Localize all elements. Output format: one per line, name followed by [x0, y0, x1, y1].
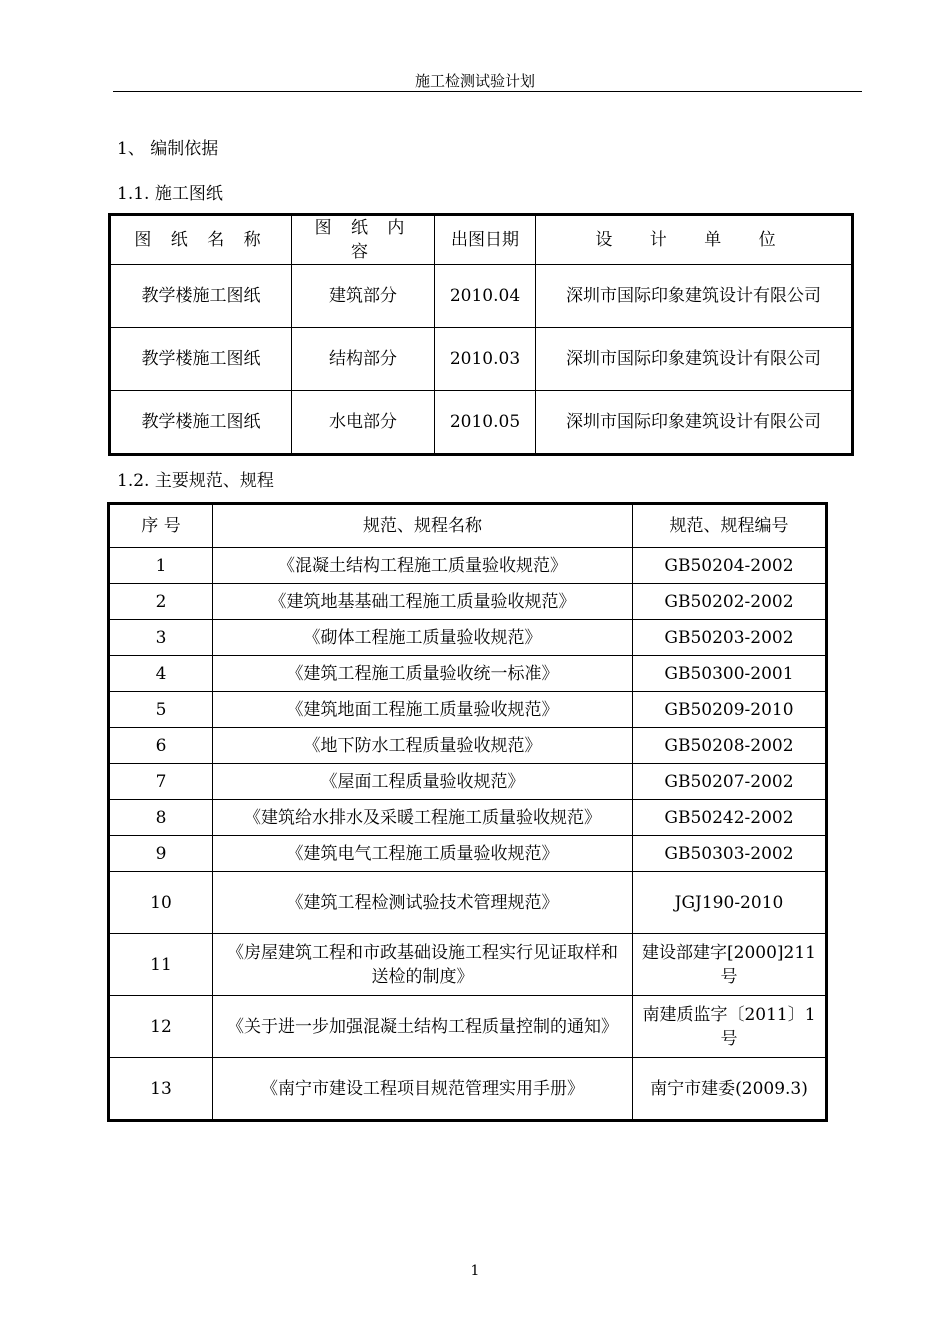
standard-index: 4: [110, 656, 213, 692]
standard-code: GB50242-2002: [633, 800, 826, 836]
drawings-header-content: 图 纸 内 容: [292, 216, 435, 265]
table-row: [110, 800, 826, 836]
page-header-title: 施工检测试验计划: [414, 72, 535, 90]
standard-index: 5: [110, 692, 213, 728]
drawing-unit: 深圳市国际印象建筑设计有限公司: [536, 265, 852, 328]
standard-name: 《混凝土结构工程施工质量验收规范》: [213, 548, 633, 584]
standard-code: 南宁市建委(2009.3): [633, 1058, 826, 1120]
standard-name: 《建筑地基基础工程施工质量验收规范》: [213, 584, 633, 620]
drawing-content: 结构部分: [292, 328, 435, 391]
standard-index: 10: [110, 872, 213, 934]
standard-code: GB50303-2002: [633, 836, 826, 872]
standard-index: 3: [110, 620, 213, 656]
drawing-date: 2010.04: [435, 265, 536, 328]
standard-code: GB50300-2001: [633, 656, 826, 692]
standards-table: [109, 504, 826, 1120]
header-rule: [113, 91, 862, 92]
table-row: [110, 548, 826, 584]
standard-name: 《房屋建筑工程和市政基础设施工程实行见证取样和送检的制度》: [213, 934, 633, 996]
standard-code: GB50207-2002: [633, 764, 826, 800]
standard-code: 南建质监字〔2011〕1 号: [633, 996, 826, 1058]
standard-name: 《南宁市建设工程项目规范管理实用手册》: [213, 1058, 633, 1120]
drawings-header-row: [111, 216, 852, 265]
standards-header-index: 序 号: [110, 505, 213, 548]
standard-index: 9: [110, 836, 213, 872]
standard-name: 《建筑电气工程施工质量验收规范》: [213, 836, 633, 872]
standard-code: GB50202-2002: [633, 584, 826, 620]
drawing-name: 教学楼施工图纸: [111, 265, 292, 328]
table-row: [110, 620, 826, 656]
table-row: [110, 872, 826, 934]
standard-index: 11: [110, 934, 213, 996]
table-row: [110, 1058, 826, 1120]
drawings-header-name: 图 纸 名 称: [111, 216, 292, 265]
section-heading-1: 1、 编制依据: [117, 139, 219, 159]
section-heading-1-2: 1.2. 主要规范、规程: [117, 471, 274, 491]
standard-index: 13: [110, 1058, 213, 1120]
drawings-table: [110, 215, 852, 454]
standard-index: 1: [110, 548, 213, 584]
table-row: [110, 996, 826, 1058]
table-row: [111, 265, 852, 328]
table-row: [110, 934, 826, 996]
standard-name: 《建筑地面工程施工质量验收规范》: [213, 692, 633, 728]
drawing-date: 2010.05: [435, 391, 536, 454]
standard-code: GB50204-2002: [633, 548, 826, 584]
standards-header-name: 规范、规程名称: [213, 505, 633, 548]
standard-index: 6: [110, 728, 213, 764]
standard-name: 《建筑工程检测试验技术管理规范》: [213, 872, 633, 934]
drawing-date: 2010.03: [435, 328, 536, 391]
section-heading-1-1: 1.1. 施工图纸: [117, 184, 223, 204]
drawing-name: 教学楼施工图纸: [111, 391, 292, 454]
drawing-unit: 深圳市国际印象建筑设计有限公司: [536, 391, 852, 454]
drawing-unit: 深圳市国际印象建筑设计有限公司: [536, 328, 852, 391]
standard-index: 7: [110, 764, 213, 800]
table-row: [110, 692, 826, 728]
drawing-content: 水电部分: [292, 391, 435, 454]
standard-code: GB50203-2002: [633, 620, 826, 656]
table-row: [110, 764, 826, 800]
table-row: [110, 836, 826, 872]
table-row: [111, 328, 852, 391]
standard-name: 《关于进一步加强混凝土结构工程质量控制的通知》: [213, 996, 633, 1058]
table-row: [111, 391, 852, 454]
standard-code: GB50208-2002: [633, 728, 826, 764]
drawing-name: 教学楼施工图纸: [111, 328, 292, 391]
standards-header-code: 规范、规程编号: [633, 505, 826, 548]
standard-code: GB50209-2010: [633, 692, 826, 728]
standard-name: 《屋面工程质量验收规范》: [213, 764, 633, 800]
drawings-header-date: 出图日期: [435, 216, 536, 265]
table-row: [110, 584, 826, 620]
standard-code: 建设部建字[2000]211 号: [633, 934, 826, 996]
drawings-header-unit: 设 计 单 位: [536, 216, 852, 265]
standard-code: JGJ190-2010: [633, 872, 826, 934]
standard-name: 《建筑工程施工质量验收统一标准》: [213, 656, 633, 692]
standards-header-row: [110, 505, 826, 548]
table-row: [110, 728, 826, 764]
standard-name: 《地下防水工程质量验收规范》: [213, 728, 633, 764]
standard-index: 8: [110, 800, 213, 836]
standard-index: 2: [110, 584, 213, 620]
drawing-content: 建筑部分: [292, 265, 435, 328]
standard-name: 《建筑给水排水及采暖工程施工质量验收规范》: [213, 800, 633, 836]
standard-index: 12: [110, 996, 213, 1058]
page-number: 1: [470, 1263, 480, 1279]
table-row: [110, 656, 826, 692]
standard-name: 《砌体工程施工质量验收规范》: [213, 620, 633, 656]
